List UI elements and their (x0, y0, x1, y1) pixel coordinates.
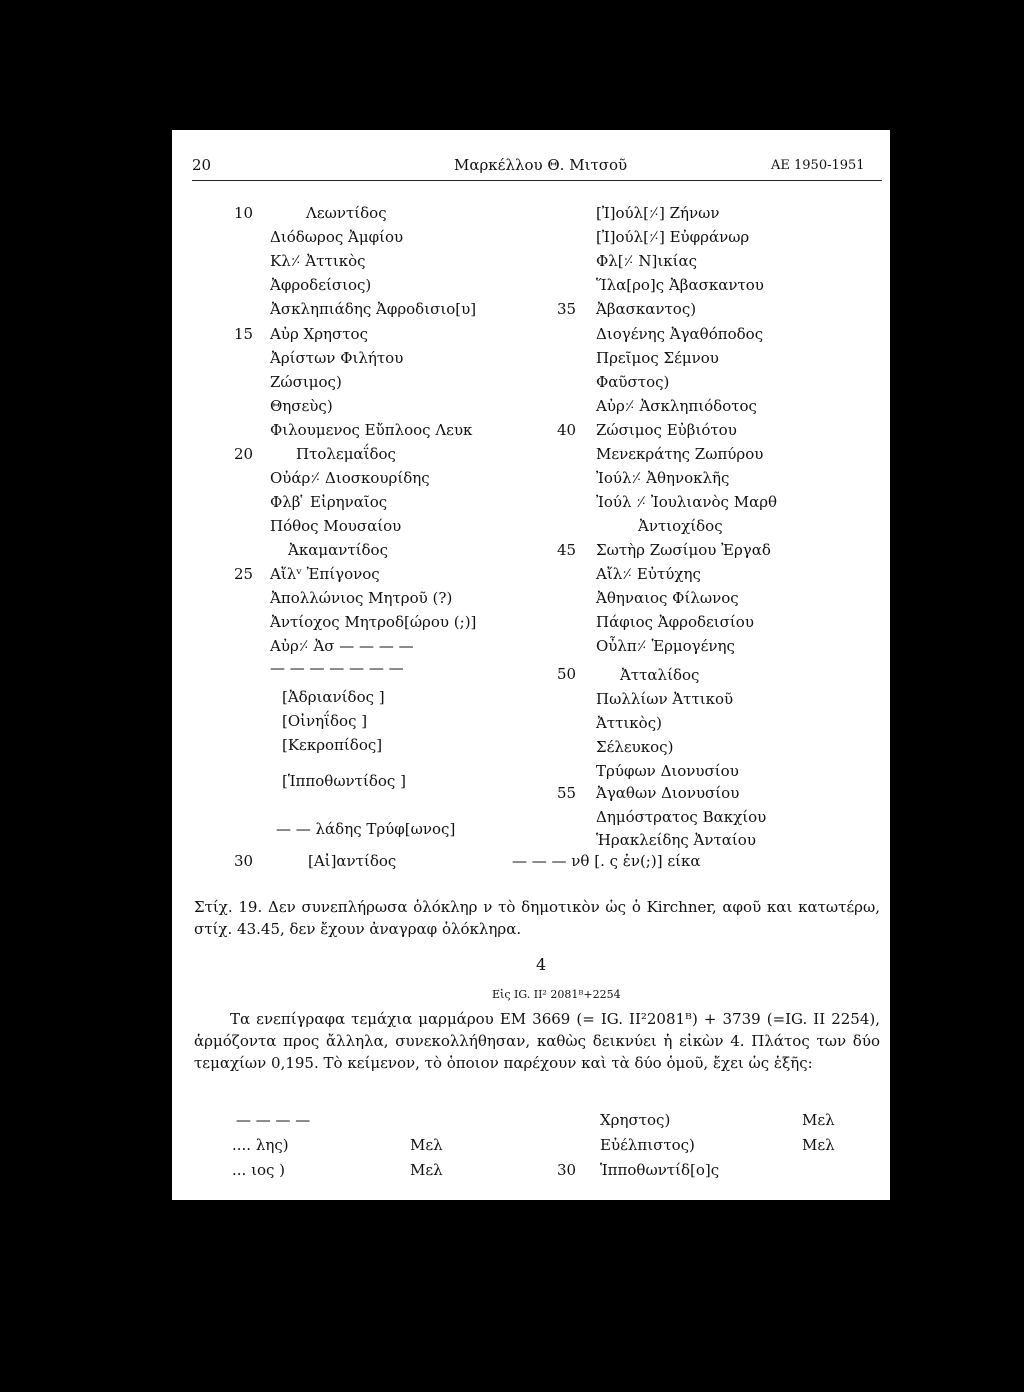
right-line: Ἡρακλείδης Ἀνταίου (596, 831, 756, 849)
right-line: Σέλευκος) (596, 738, 674, 756)
line-number: 50 (557, 665, 577, 683)
left-line: Φλβ ̔ Εἰρηναῖος (270, 493, 388, 511)
left-line: [Αἰ]αντίδος (308, 852, 397, 870)
right-line: Αἴλ⸓ Εὐτύχης (596, 565, 701, 583)
right-line: Αὐρ⸓ Ἀσκληπιόδοτος (596, 397, 757, 415)
running-head-journal: ΑΕ 1950-1951 (771, 158, 865, 173)
left-line: Ἀσκληπιάδης Ἀφροδισιο[υ] (270, 300, 477, 318)
line-number: 35 (557, 300, 577, 318)
right-line: Διογένης Ἀγαθόποδος (596, 325, 764, 343)
left-line: Αἴλᵛ Ἐπίγονος (270, 565, 380, 583)
right-line: Φαῦστος) (596, 373, 670, 391)
fragment-line: Μελ (410, 1161, 443, 1179)
right-line: Φλ[⸓ Ν]ικίας (596, 252, 697, 270)
right-line: Σωτὴρ Ζωσίμου Ἐργαδ (596, 541, 771, 559)
fragment-line: — — — — (236, 1111, 311, 1129)
left-line: Θησεὺς) (270, 397, 333, 415)
left-line: [Κεκροπίδος] (282, 736, 383, 754)
left-line: Πτολεμαΐδος (296, 445, 396, 463)
right-line: Τρύφων Διονυσίου (596, 762, 739, 780)
fragment-line: Μελ (410, 1136, 443, 1154)
running-head-author: Μαρκέλλου Θ. Μιτσοῦ (454, 156, 628, 174)
right-line: Οὖλπ⸓ Ἑρμογένης (596, 637, 735, 655)
left-line: [Ἀδριανίδος ] (282, 688, 385, 706)
fragment-line: Μελ (802, 1111, 835, 1129)
left-line: Ἀκαμαντίδος (288, 541, 388, 559)
left-line: Ἀρίστων Φιλήτου (270, 349, 404, 367)
right-line: Πάφιος Ἀφροδεισίου (596, 613, 754, 631)
line-number: 30 (234, 852, 254, 870)
right-line: Ἀττικὸς) (596, 714, 662, 732)
left-line: Φιλουμενος Εὔπλοος Λευκ (270, 421, 473, 439)
right-line: Πρεῖμος Σέμνου (596, 349, 719, 367)
right-line: Ζώσιμος Εὐβιότου (596, 421, 737, 439)
fragment-line: Εὐέλπιστος) (600, 1136, 695, 1154)
right-line: — — — νθ [. ς ἐν(;)] είκα (512, 852, 701, 870)
fragment-line: .... λης) (232, 1136, 289, 1154)
section-subtitle: Εἰς IG. II² 2081ᴮ+2254 (492, 988, 621, 1001)
right-line: Ἰούλ ⸓ Ἰουλιανὸς Μαρθ (596, 493, 778, 511)
header-rule (192, 180, 882, 181)
left-line: [Ἱπποθωντίδος ] (282, 772, 406, 790)
right-line: Ἀγαθων Διονυσίου (596, 784, 740, 802)
journal-page (172, 130, 890, 1200)
right-line: Ἰούλ⸓ Ἀθηνοκλῆς (596, 469, 730, 487)
right-line: Δημόστρατος Βακχίου (596, 808, 767, 826)
body-paragraph: Τα ενεπίγραφα τεμάχια μαρμάρου ΕΜ 3669 (= IG. II²2081ᴮ) + 3739 (=IG. II 2254), ἁρμόζοντα προς ἄλληλα, συνεκολλήθησαν, καθὼς δεικνύει ἡ εἰκὼν 4. Πλάτος των δύο τεμαχίων 0,195. Τὸ κείμενον, τὸ ὁποιον παρέχουν καὶ τὰ δύο ὁμοῦ, ἔχει ὡς ἑξῆς: (194, 1010, 880, 1072)
right-line: Πωλλίων Ἀττικοῦ (596, 690, 734, 708)
right-line: [Ἰ]ούλ[⸓] Ζήνων (596, 204, 720, 222)
line-number: 30 (557, 1161, 577, 1179)
left-line: Κλ⸓ Ἀττικὸς (270, 252, 366, 270)
left-line: Οὐάρ⸓ Διοσκουρίδης (270, 469, 430, 487)
right-line: Ἀτταλίδος (620, 666, 700, 684)
left-line: Αὐρ⸓ Ἀσ — — — — (270, 637, 414, 655)
right-line: Ἀβασκαντος) (596, 300, 697, 318)
left-line: Πόθος Μουσαίου (270, 517, 402, 535)
fragment-line: ... ιος ) (232, 1161, 286, 1179)
line-number: 55 (557, 784, 577, 802)
left-line: Λεωντίδος (306, 204, 387, 222)
left-line: Διόδωρος Ἀμφίου (270, 228, 404, 246)
left-line: Ἀπολλώνιος Μητροῦ (?) (270, 589, 453, 607)
left-line: Ζώσιμος) (270, 373, 342, 391)
right-line: Ἀθηναιος Φίλωνος (596, 589, 739, 607)
line-number: 25 (234, 565, 254, 583)
right-line: Ἵλα[ρο]ς Ἀβασκαντου (596, 276, 764, 294)
line-number: 45 (557, 541, 577, 559)
right-line: [Ἰ]ούλ[⸓] Εὐφράνωρ (596, 228, 750, 246)
line-number: 10 (234, 204, 254, 222)
line-number: 15 (234, 325, 254, 343)
right-line: Ἀντιοχίδος (638, 517, 723, 535)
left-line: [Οἰνηΐδος ] (282, 712, 368, 730)
line-number: 20 (234, 445, 254, 463)
critical-note: Στίχ. 19. Δεν συνεπλήρωσα ὁλόκληρ ν τὸ δημοτικὸν ὡς ὁ Kirchner, αφοῦ και κατωτέρω, στίχ. 43.45, δεν ἔχουν ἀναγραφ ὁλόκληρα. (194, 898, 880, 938)
fragment-line: Χρηστος) (600, 1111, 671, 1129)
left-line: Αὐρ Χρηστος (270, 325, 368, 343)
left-line: — — λάδης Τρύφ[ωνος] (276, 820, 456, 838)
left-line: Ἀντίοχος Μητροδ[ώρου (;)] (270, 613, 477, 631)
line-number: 40 (557, 421, 577, 439)
left-line: — — — — — — — (270, 659, 404, 677)
fragment-line: Ἱπποθωντίδ[ο]ς (600, 1161, 720, 1179)
page-number: 20 (192, 156, 212, 174)
section-number: 4 (536, 955, 547, 974)
left-line: Ἀφροδείσιος) (270, 276, 372, 294)
fragment-line: Μελ (802, 1136, 835, 1154)
right-line: Μενεκράτης Ζωπύρου (596, 445, 764, 463)
